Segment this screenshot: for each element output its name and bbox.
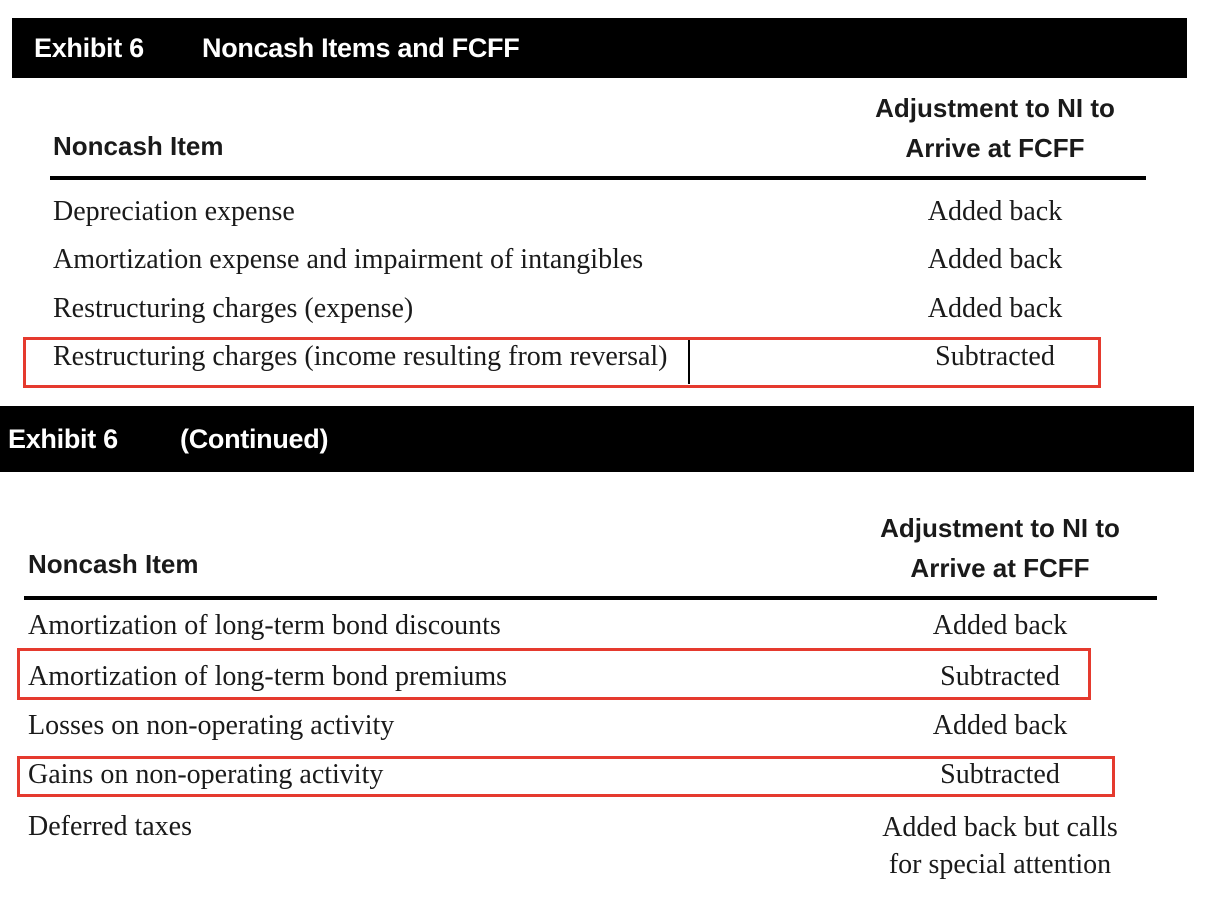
column-header-item: Noncash Item bbox=[53, 131, 224, 161]
exhibit-number: Exhibit 6 bbox=[8, 424, 118, 454]
text-cursor bbox=[688, 340, 690, 384]
column-header-item: Noncash Item bbox=[28, 549, 199, 579]
row-item: Amortization expense and impairment of intangibles bbox=[53, 244, 644, 275]
row-item: Losses on non-operating activity bbox=[28, 710, 395, 741]
row-adjustment: Added back bbox=[932, 710, 1068, 741]
exhibit-title-bar bbox=[12, 18, 1187, 78]
row-adjustment-line2: for special attention bbox=[888, 849, 1112, 880]
row-item: Amortization of long-term bond discounts bbox=[28, 610, 501, 641]
column-header-adjustment-line2: Arrive at FCFF bbox=[905, 133, 1085, 163]
exhibit-title-bar bbox=[0, 406, 1194, 472]
row-adjustment bbox=[850, 809, 1150, 883]
header-rule bbox=[24, 596, 1157, 600]
column-header-adjustment bbox=[850, 508, 1150, 588]
row-item: Gains on non-operating activity bbox=[28, 759, 384, 790]
row-item: Depreciation expense bbox=[53, 196, 295, 227]
row-item: Restructuring charges (expense) bbox=[53, 293, 414, 324]
row-item: Amortization of long-term bond premiums bbox=[28, 661, 508, 692]
header-rule bbox=[50, 176, 1146, 180]
row-adjustment: Added back bbox=[927, 293, 1063, 324]
exhibit-title: (Continued) bbox=[180, 424, 329, 454]
highlight-box-gains-non-operating bbox=[17, 756, 1115, 797]
column-header-adjustment bbox=[845, 88, 1145, 168]
exhibit-number: Exhibit 6 bbox=[34, 33, 144, 63]
row-adjustment-line1: Added back but calls bbox=[882, 812, 1118, 843]
row-adjustment: Added back bbox=[932, 610, 1068, 641]
row-adjustment: Added back bbox=[927, 244, 1063, 275]
column-header-adjustment-line1: Adjustment to NI to bbox=[880, 513, 1120, 543]
highlight-box-bond-premiums bbox=[17, 648, 1091, 700]
row-adjustment: Added back bbox=[927, 196, 1063, 227]
column-header-adjustment-line2: Arrive at FCFF bbox=[910, 553, 1090, 583]
column-header-adjustment-line1: Adjustment to NI to bbox=[875, 93, 1115, 123]
exhibit-title: Noncash Items and FCFF bbox=[202, 33, 520, 63]
highlight-box-restructuring-reversal bbox=[23, 337, 1101, 388]
row-adjustment: Subtracted bbox=[935, 341, 1055, 372]
row-adjustment: Subtracted bbox=[940, 759, 1060, 790]
row-adjustment: Subtracted bbox=[940, 661, 1060, 692]
row-item: Deferred taxes bbox=[28, 811, 193, 842]
row-item: Restructuring charges (income resulting from reversal) bbox=[53, 341, 668, 372]
